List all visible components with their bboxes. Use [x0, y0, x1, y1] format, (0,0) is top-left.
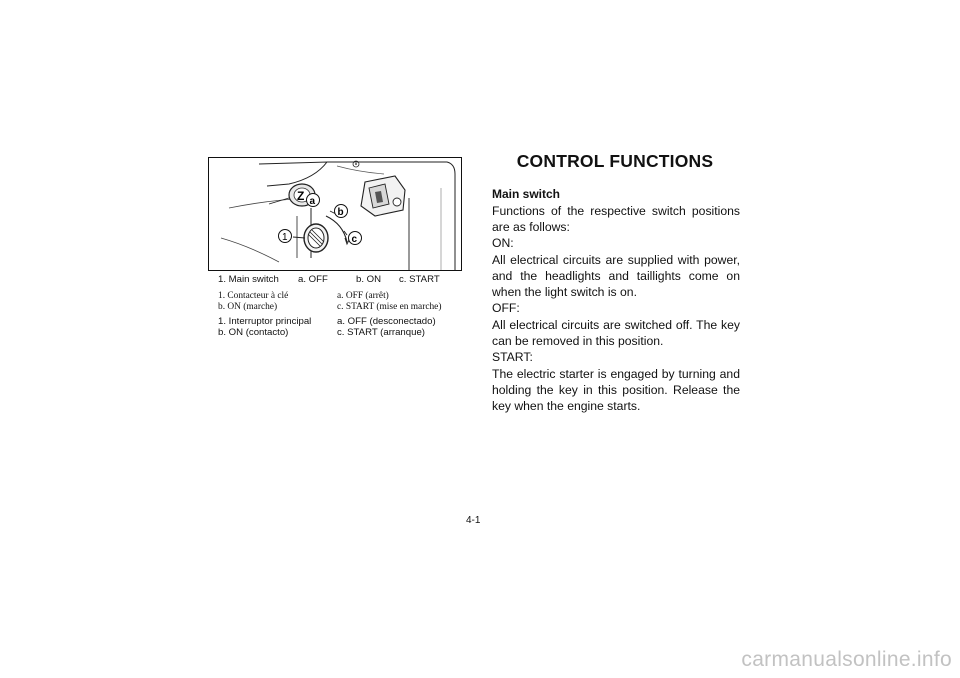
callout-b-label: b [337, 207, 344, 218]
callout-a-label: a [309, 196, 316, 207]
caption-en-main-switch: 1. Main switch [218, 274, 279, 285]
section-title: CONTROL FUNCTIONS [516, 151, 714, 171]
on-description: All electrical circuits are supplied with power, and the headlights and taillights come on when the light switch is on. [492, 253, 740, 299]
callout-c [349, 232, 362, 246]
page-number: 4-1 [466, 515, 481, 526]
main-switch-illustration [208, 157, 462, 271]
caption-fr-switch: 1. Contacteur à clé [218, 291, 289, 301]
illustration-drawing [209, 158, 462, 271]
start-description: The electric starter is engaged by turning and holding the key in this position. Release the key when the engine starts. [492, 367, 740, 413]
callout-a [307, 194, 320, 208]
start-label: START: [492, 350, 533, 364]
callout-c-label: c [351, 234, 358, 245]
off-description: All electrical circuits are switched off. The key can be removed in this position. [492, 318, 740, 348]
caption-fr-on: b. ON (marche) [218, 302, 278, 312]
caption-fr-off: a. OFF (arrêt) [337, 291, 389, 301]
callout-1 [279, 230, 292, 244]
caption-es-start: c. START (arranque) [337, 327, 425, 338]
off-label: OFF: [492, 301, 520, 315]
callout-1-label: 1 [282, 232, 288, 243]
caption-es-on: b. ON (contacto) [218, 327, 289, 338]
caption-en-off: a. OFF [298, 274, 328, 285]
caption-en-start: c. START [399, 274, 440, 285]
key-slot-mark: Z [297, 189, 305, 203]
watermark: carmanualsonline.info [741, 648, 952, 671]
intro-paragraph: Functions of the respective switch positions are as follows: [492, 204, 740, 234]
caption-es-off: a. OFF (desconectado) [337, 316, 436, 327]
subsection-title: Main switch [492, 187, 561, 201]
caption-fr-start: c. START (mise en marche) [337, 302, 442, 312]
on-label: ON: [492, 236, 514, 250]
caption-es-switch: 1. Interruptor principal [218, 316, 312, 327]
callout-b [335, 205, 348, 219]
caption-en-on: b. ON [356, 274, 382, 285]
